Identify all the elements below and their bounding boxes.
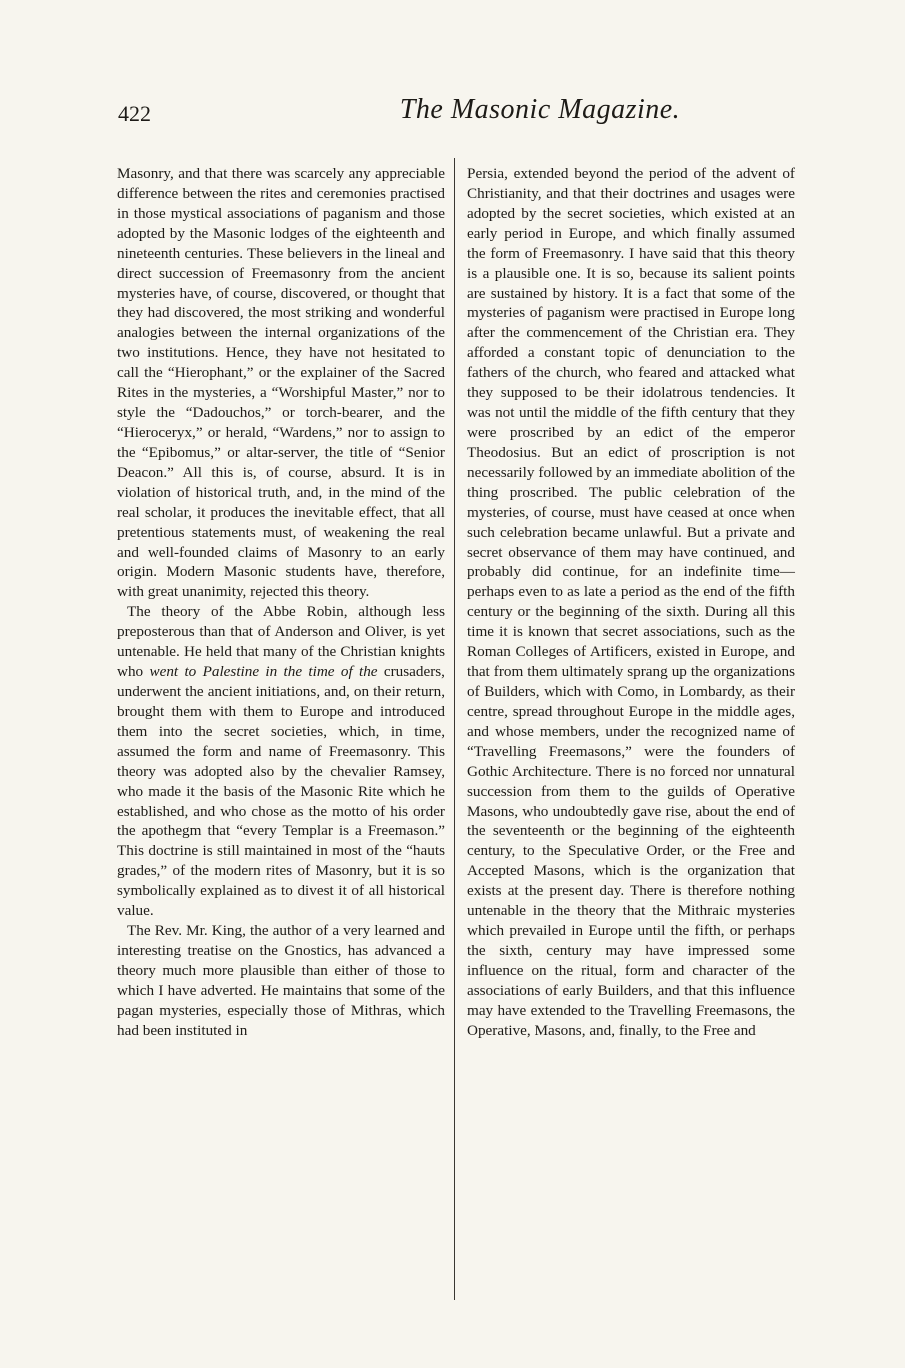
- left-paragraph-2: [117, 602, 445, 921]
- left-paragraph-2-italic: went to Palestine in the time of the: [149, 663, 378, 681]
- left-paragraph-1: Masonry, and that there was scarcely any appreciable difference between the rites and ceremonies practised in those mystical associations of paganism and those adopted by the Masonic lodges of the eighteenth and nineteenth centuries. These believers in the lineal and direct succession of Freemasonry from the ancient mysteries have, of course, discovered, or thought that they had discovered, the most striking and wonderful analogies between the internal organizations of the two institutions. Hence, they have not hesitated to call the “Hierophant,” or the explainer of the Sacred Rites in the mysteries, a “Worshipful Master,” nor to style the “Dadouchos,” or torch-bearer, and the “Hieroceryx,” or herald, “Wardens,” nor to assign to the “Epibomus,” or altar-server, the title of “Senior Deacon.” All this is, of course, absurd. It is in violation of historical truth, and, in the mind of the real scholar, it produces the inevitable effect, that all pretentious statements must, of weakening the real and well-founded claims of Masonry to an early origin. Modern Masonic students have, therefore, with great unanimity, rejected this theory.: [117, 165, 445, 601]
- left-paragraph-2-text-b: crusaders, underwent the ancient initiations, and, on their return, brought them with them to Europe and introduced them into the secret societies, which, in time, assumed the form and name of Freemasonry. This theory was adopted also by the chevalier Ramsey, who made it the basis of the Masonic Rite which he established, and who chose as the motto of his order the apothegm that “every Templar is a Freemason.” This doctrine is still maintained in most of the “hauts grades,” of the modern rites of Masonry, but it is so symbolically explained as to divest it of all historical value.: [117, 663, 445, 920]
- page-number: 422: [118, 101, 151, 126]
- right-paragraph-1: Persia, extended beyond the period of the advent of Christianity, and that their doctrines and usages were adopted by the secret societies, which existed at an early period in Europe, and which finally assumed the form of Freemasonry. I have said that this theory is a plausible one. It is so, because its salient points are sustained by history. It is a fact that some of the mysteries of paganism were practised in Europe long after the commencement of the Christian era. They afforded a constant topic of denunciation to the fathers of the church, who feared and attacked what they supposed to be their idolatrous tendencies. It was not until the middle of the fifth century that they were proscribed by an edict of the emperor Theodosius. But an edict of proscription is not necessarily followed by an immediate abolition of the thing proscribed. The public celebration of the mysteries, of course, must have ceased at once when such celebration became unlawful. But a private and secret observance of them may have continued, and probably did continue, for an indefinite time—perhaps even to as late a period as the end of the fifth century or the beginning of the sixth. During all this time it is known that secret associations, such as the Roman Colleges of Artificers, existed in Europe, and that from them ultimately sprang up the organizations of Builders, which with Como, in Lombardy, as their centre, spread throughout Europe in the middle ages, and whose members, under the recognized name of “Travelling Freemasons,” were the founders of Gothic Architecture. There is no forced nor unnatural succession from them to the guilds of Operative Masons, who undoubtedly gave rise, about the end of the seventeenth or the beginning of the eighteenth century, to the Speculative Order, or the Free and Accepted Masons, which is the organization that exists at the present day. There is therefore nothing untenable in the theory that the Mithraic mysteries which prevailed in Europe until the fifth, or perhaps the sixth, century may have impressed some influence on the ritual, form and character of the associations of early Builders, and that this influence may have extended to the Travelling Freemasons, the Operative, Masons, and, finally, to the Free and: [467, 165, 795, 1039]
- right-column: [467, 164, 795, 1041]
- left-paragraph-2-text-a: The theory of the Abbe Robin, although less preposterous than that of Anderson and Oliver, is yet untenable. He held that many of the Christian knights who: [117, 603, 445, 681]
- left-column: [117, 164, 445, 1041]
- running-title: The Masonic Magazine.: [399, 94, 681, 125]
- column-divider: [454, 158, 455, 1300]
- left-paragraph-3: The Rev. Mr. King, the author of a very learned and interesting treatise on the Gnostics, has advanced a theory much more plausible than either of those to which I have adverted. He maintains that some of the pagan mysteries, especially those of Mithras, which had been instituted in: [117, 922, 445, 1039]
